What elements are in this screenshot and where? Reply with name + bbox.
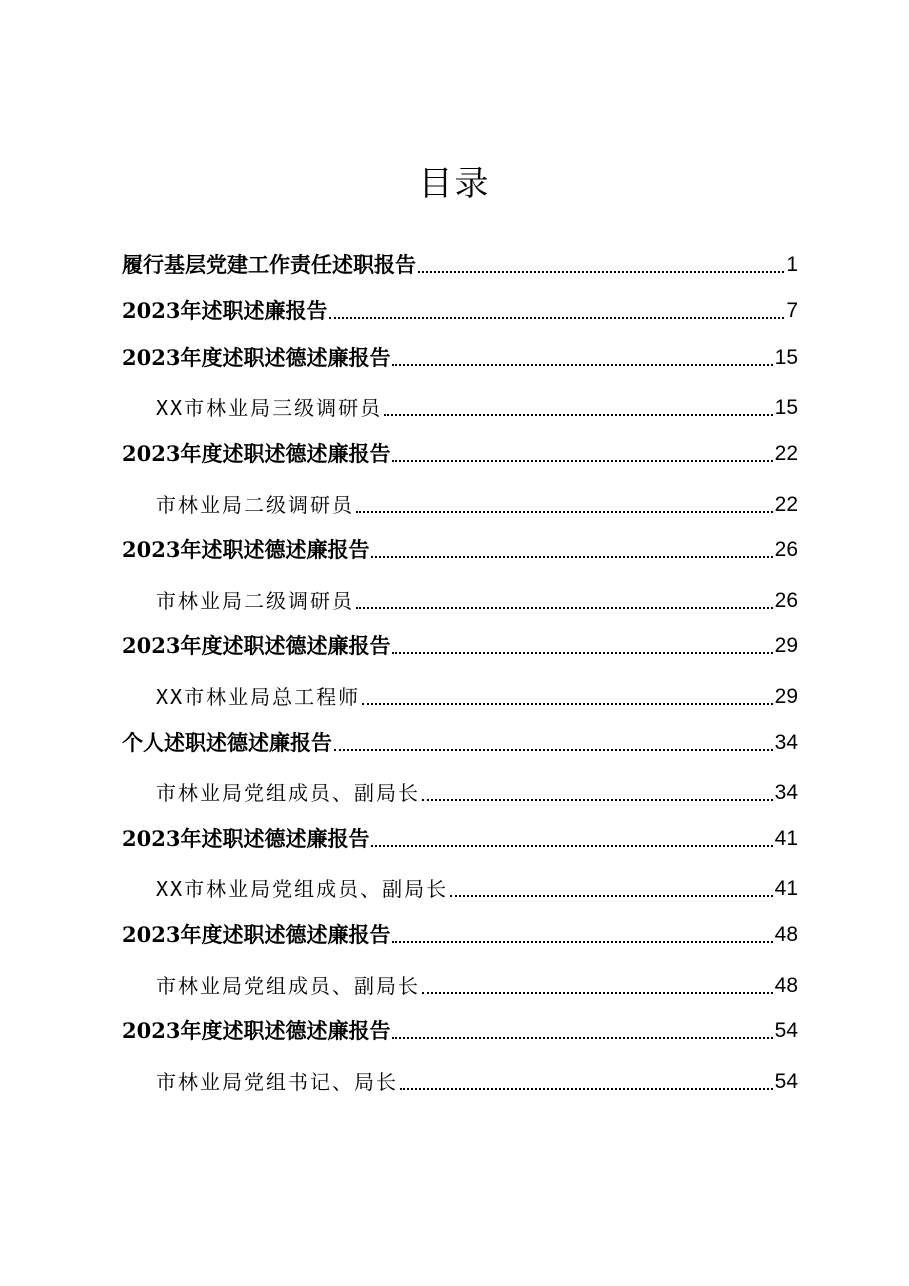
toc-entry-title: 市林业局党组成员、副局长 xyxy=(156,781,420,806)
toc-page-number: 22 xyxy=(774,492,798,516)
toc-page-number: 48 xyxy=(774,922,798,946)
toc-entry[interactable] xyxy=(122,910,798,957)
toc-subentry[interactable] xyxy=(122,668,798,718)
toc-entry[interactable] xyxy=(122,814,798,861)
toc-entry-title: 2023年度述职述德述廉报告 xyxy=(122,344,391,370)
dot-leader xyxy=(450,895,773,897)
toc-list xyxy=(122,240,798,1103)
toc-entry-title: 市林业局二级调研员 xyxy=(156,492,354,517)
toc-entry[interactable] xyxy=(122,718,798,765)
toc-subentry[interactable] xyxy=(122,765,798,815)
toc-entry-title: 个人述职述德述廉报告 xyxy=(122,729,332,755)
toc-entry-title: 2023年度述职述德述廉报告 xyxy=(122,633,391,659)
toc-subentry[interactable] xyxy=(122,861,798,911)
toc-entry-title: 2023年述职述廉报告 xyxy=(122,298,328,324)
dot-leader xyxy=(418,271,784,273)
toc-entry[interactable] xyxy=(122,333,798,380)
toc-entry[interactable] xyxy=(122,287,798,334)
dot-leader xyxy=(371,556,772,558)
toc-subentry[interactable] xyxy=(122,380,798,430)
toc-entry-title: 履行基层党建工作责任述职报告 xyxy=(122,251,416,277)
dot-leader xyxy=(422,799,773,801)
dot-leader xyxy=(392,364,772,366)
toc-page-number: 22 xyxy=(774,441,798,465)
toc-page-number: 29 xyxy=(774,684,798,708)
dot-leader xyxy=(400,1088,773,1090)
toc-entry[interactable] xyxy=(122,526,798,573)
dot-leader xyxy=(334,749,773,751)
toc-entry-title: 2023年度述职述德述廉报告 xyxy=(122,921,391,947)
dot-leader xyxy=(329,317,784,319)
toc-subentry[interactable] xyxy=(122,1053,798,1103)
toc-entry-title: 2023年度述职述德述廉报告 xyxy=(122,1018,391,1044)
toc-subentry[interactable] xyxy=(122,572,798,622)
dot-leader xyxy=(392,460,772,462)
toc-page-number: 34 xyxy=(774,730,798,754)
toc-page-number: 1 xyxy=(786,252,798,276)
dot-leader xyxy=(356,607,773,609)
dot-leader xyxy=(392,652,772,654)
toc-page-number: 26 xyxy=(774,538,798,562)
toc-entry-title: 2023年述职述德述廉报告 xyxy=(122,825,370,851)
toc-entry-title: 2023年度述职述德述廉报告 xyxy=(122,440,391,466)
toc-entry-title: 市林业局党组成员、副局长 xyxy=(156,973,420,998)
toc-page-number: 15 xyxy=(774,396,798,420)
toc-page-number: 41 xyxy=(774,826,798,850)
toc-entry-title: XX市林业局党组成员、副局长 xyxy=(156,877,449,902)
toc-entry[interactable] xyxy=(122,622,798,669)
toc-page-number: 29 xyxy=(774,634,798,658)
toc-page-number: 48 xyxy=(774,973,798,997)
toc-entry-title: XX市林业局总工程师 xyxy=(156,684,361,709)
toc-page-number: 54 xyxy=(774,1069,798,1093)
dot-leader xyxy=(422,992,773,994)
dot-leader xyxy=(384,414,773,416)
toc-page-number: 34 xyxy=(774,781,798,805)
toc-subentry[interactable] xyxy=(122,476,798,526)
toc-page-number: 54 xyxy=(774,1019,798,1043)
toc-entry[interactable] xyxy=(122,429,798,476)
toc-page-number: 26 xyxy=(774,588,798,612)
toc-entry[interactable] xyxy=(122,240,798,287)
toc-entry-title: 市林业局党组书记、局长 xyxy=(156,1069,398,1094)
toc-title: 目录 xyxy=(418,164,491,204)
toc-entry-title: 市林业局二级调研员 xyxy=(156,588,354,613)
toc-subentry[interactable] xyxy=(122,957,798,1007)
dot-leader xyxy=(356,511,773,513)
toc-entry-title: XX市林业局三级调研员 xyxy=(156,396,383,421)
toc-page-number: 15 xyxy=(774,345,798,369)
toc-page-number: 41 xyxy=(774,877,798,901)
dot-leader xyxy=(371,845,772,847)
toc-entry-title: 2023年述职述德述廉报告 xyxy=(122,537,370,563)
toc-entry[interactable] xyxy=(122,1007,798,1054)
dot-leader xyxy=(392,1037,772,1039)
dot-leader xyxy=(362,703,773,705)
toc-page-number: 7 xyxy=(786,299,798,323)
dot-leader xyxy=(392,941,772,943)
